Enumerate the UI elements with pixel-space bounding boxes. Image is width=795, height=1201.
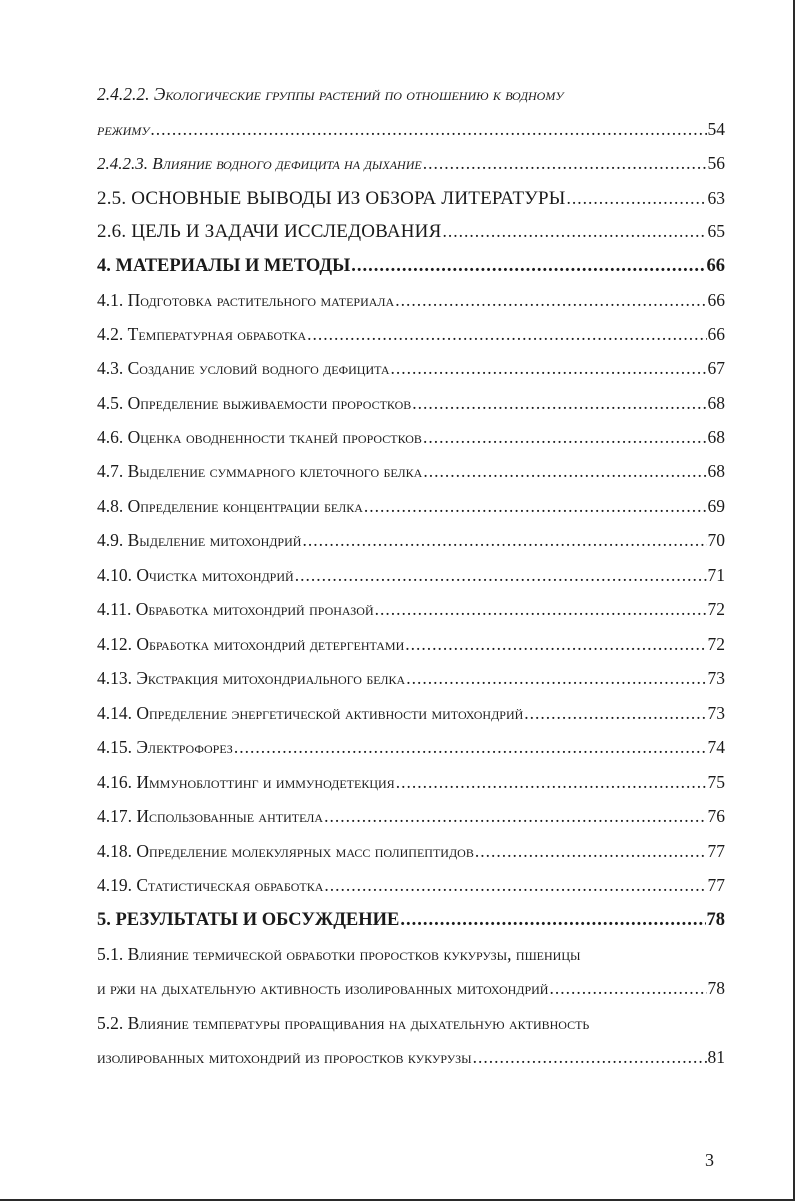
toc-line-18[interactable] (97, 705, 725, 723)
toc-page: 69 (707, 496, 725, 516)
toc-page: 74 (707, 737, 725, 757)
toc-leader (423, 463, 706, 481)
toc-page: 68 (707, 461, 725, 481)
toc-title: и ржи на дыхательную активность изолированных митохондрий (97, 978, 549, 998)
toc-leader (295, 567, 707, 585)
toc-page: 81 (707, 1047, 725, 1067)
toc-line-6[interactable] (97, 292, 725, 310)
toc-page: 66 (707, 324, 725, 344)
toc-title: 4.15. Электрофорез (97, 737, 233, 757)
toc-line-0: 2.4.2.2. Экологические группы растений по отношению к водному (97, 84, 564, 104)
toc-leader (566, 190, 706, 208)
toc-page: 67 (707, 358, 725, 378)
toc-title: 4.3. Создание условий водного дефицита (97, 358, 390, 378)
toc-leader (549, 980, 706, 998)
toc-page: 66 (706, 256, 725, 276)
toc-line-27: 5.2. Влияние температуры проращивания на дыхательную активность (97, 1013, 590, 1033)
toc-title: 4.19. Статистическая обработка (97, 875, 324, 895)
toc-page: 68 (707, 427, 725, 447)
page-number: 3 (705, 1150, 714, 1170)
toc-line-3[interactable] (97, 189, 725, 208)
toc-line-23[interactable] (97, 877, 725, 895)
toc-leader (307, 326, 706, 344)
toc-page: 56 (707, 153, 725, 173)
toc-leader (423, 429, 707, 447)
toc-line-20[interactable] (97, 774, 725, 792)
toc-page: 66 (707, 290, 725, 310)
toc-page: 63 (707, 188, 725, 208)
toc-line-22[interactable] (97, 843, 725, 861)
toc-leader (406, 670, 706, 688)
toc-page: 77 (707, 841, 725, 861)
toc-leader (375, 601, 707, 619)
toc-leader (400, 911, 705, 930)
toc-line-15[interactable] (97, 601, 725, 619)
toc-leader (405, 636, 706, 654)
toc-leader (324, 808, 706, 826)
toc-leader (395, 292, 706, 310)
toc-title: 4.8. Определение концентрации белка (97, 496, 363, 516)
toc-line-7[interactable] (97, 326, 725, 344)
toc-leader (442, 223, 706, 241)
toc-title: 4.11. Обработка митохондрий проназой (97, 599, 374, 619)
toc-title: 2.5. ОСНОВНЫЕ ВЫВОДЫ ИЗ ОБЗОРА ЛИТЕРАТУРЫ (97, 188, 566, 209)
toc-page: 75 (707, 772, 725, 792)
toc-line-24[interactable] (97, 911, 725, 930)
toc-title: 4.17. Использованные антитела (97, 806, 324, 826)
toc-title: 5. РЕЗУЛЬТАТЫ И ОБСУЖДЕНИЕ (97, 910, 400, 930)
toc-title: 4.5. Определение выживаемости проростков (97, 393, 412, 413)
toc-leader (364, 498, 707, 516)
toc-title: 4.16. Иммуноблоттинг и иммунодетекция (97, 772, 395, 792)
toc-leader (396, 774, 707, 792)
toc-line-9[interactable] (97, 395, 725, 413)
toc-page: 72 (707, 634, 725, 654)
toc-page: 78 (707, 978, 725, 998)
toc-leader (423, 155, 707, 173)
toc-title: 4.7. Выделение суммарного клеточного белка (97, 461, 423, 481)
toc-line-25: 5.1. Влияние термической обработки проростков кукурузы, пшеницы (97, 944, 581, 964)
toc-line-21[interactable] (97, 808, 725, 826)
toc-page: 54 (707, 119, 725, 139)
toc-line-28[interactable] (97, 1049, 725, 1067)
toc-title: 4. МАТЕРИАЛЫ И МЕТОДЫ (97, 256, 351, 276)
toc-leader (475, 843, 707, 861)
toc-line-19[interactable] (97, 739, 725, 757)
toc-title: 4.9. Выделение митохондрий (97, 530, 302, 550)
toc-page: 72 (707, 599, 725, 619)
toc-line-17[interactable] (97, 670, 725, 688)
toc-line-2[interactable] (97, 155, 725, 173)
toc-title: 2.4.2.3. Влияние водного дефицита на дыхание (97, 154, 422, 173)
toc-page: 68 (707, 393, 725, 413)
toc-leader (150, 121, 706, 139)
toc-title: 4.6. Оценка оводненности тканей проростков (97, 427, 422, 447)
toc-leader (391, 360, 707, 378)
toc-title: режиму (97, 120, 150, 139)
toc-line-26[interactable] (97, 980, 725, 998)
toc-page: 71 (707, 565, 725, 585)
toc-line-4[interactable] (97, 222, 725, 241)
toc-title: 4.1. Подготовка растительного материала (97, 290, 395, 310)
toc-line-10[interactable] (97, 429, 725, 447)
toc-line-14[interactable] (97, 567, 725, 585)
toc-title: 4.13. Экстракция митохондриального белка (97, 668, 406, 688)
toc-line-1[interactable] (97, 121, 725, 139)
toc-leader (473, 1049, 707, 1067)
toc-leader (234, 739, 707, 757)
toc-title: 4.2. Температурная обработка (97, 324, 307, 344)
toc-line-8[interactable] (97, 360, 725, 378)
toc-line-13[interactable] (97, 532, 725, 550)
toc-title: 4.18. Определение молекулярных масс полипептидов (97, 841, 474, 861)
toc-page: 73 (707, 703, 725, 723)
toc-line-11[interactable] (97, 463, 725, 481)
toc-page: 65 (707, 221, 725, 241)
toc-leader (324, 877, 706, 895)
toc-title: 4.12. Обработка митохондрий детергентами (97, 634, 405, 654)
toc-title: изолированных митохондрий из проростков кукурузы (97, 1047, 472, 1067)
toc-leader (412, 395, 706, 413)
toc-line-16[interactable] (97, 636, 725, 654)
toc-page: 78 (706, 910, 725, 930)
toc-page: 77 (707, 875, 725, 895)
toc-leader (351, 257, 705, 276)
toc-line-5[interactable] (97, 257, 725, 276)
toc-leader (524, 705, 706, 723)
toc-leader (302, 532, 706, 550)
toc-page: 70 (707, 530, 725, 550)
toc-title: 4.14. Определение энергетической активности митохондрий (97, 703, 524, 723)
toc-page: 76 (707, 806, 725, 826)
toc-title: 4.10. Очистка митохондрий (97, 565, 294, 585)
toc-title: 2.6. ЦЕЛЬ И ЗАДАЧИ ИССЛЕДОВАНИЯ (97, 221, 442, 242)
toc-page: 73 (707, 668, 725, 688)
toc-line-12[interactable] (97, 498, 725, 516)
